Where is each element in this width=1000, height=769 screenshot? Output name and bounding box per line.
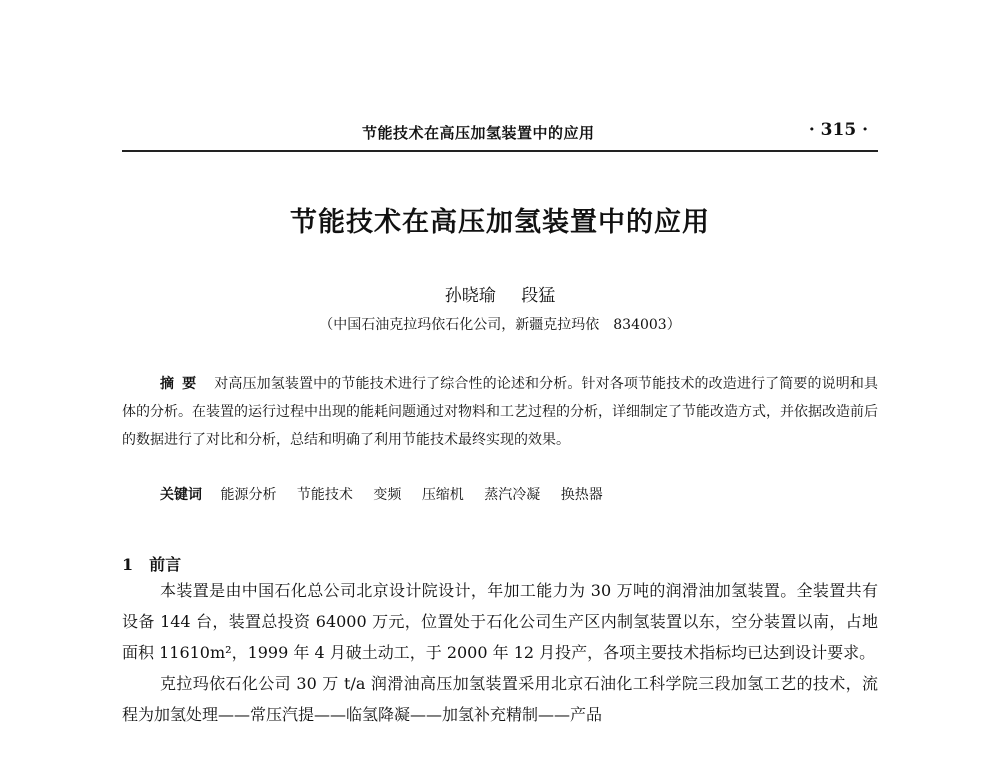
header-rule [122,150,878,152]
abstract-label: 摘要 [160,376,205,392]
abstract [122,370,878,454]
section-body [122,575,878,730]
paragraph: 克拉玛依石化公司 30 万 t/a 润滑油高压加氢装置采用北京石油化工科学院三段加氢工艺的技术，流程为加氢处理——常压汽提——临氢降凝——加氢补充精制——产品 [122,674,878,724]
keyword: 压缩机 [421,487,464,503]
running-header [122,118,878,146]
keywords-label: 关键词 [160,487,202,503]
section-heading [122,552,181,575]
section-number: 1 [122,555,134,574]
page-number: · 315 · [808,120,868,140]
keyword: 能源分析 [220,487,277,503]
keyword: 变频 [373,487,402,503]
keyword: 节能技术 [296,487,353,503]
running-title: 节能技术在高压加氢装置中的应用 [362,124,595,142]
section-title: 前言 [149,555,182,574]
keyword: 换热器 [560,487,603,503]
author-name: 孙晓瑜 [444,286,496,306]
author-name: 段猛 [521,286,556,306]
paragraph: 本装置是由中国石化总公司北京设计院设计，年加工能力为 30 万吨的润滑油加氢装置。全装置共有设备 144 台，装置总投资 64000 万元，位置处于石化公司生产区内制氢装置以东，空分装置以南，占地面积 11610m²，1999 年 4 月破土动工，于 2000 年 12 月投产，各项主要技术指标均已达到设计要求。 [122,581,878,662]
paper-title: 节能技术在高压加氢装置中的应用 [290,207,710,238]
affiliation: （中国石油克拉玛依石化公司，新疆克拉玛依 834003） [319,317,681,333]
keyword: 蒸汽冷凝 [484,487,541,503]
keywords [160,484,619,504]
abstract-text: 对高压加氢装置中的节能技术进行了综合性的论述和分析。针对各项节能技术的改造进行了简要的说明和具体的分析。在装置的运行过程中出现的能耗问题通过对物料和工艺过程的分析，详细制定了节能改造方式，并依据改造前后的数据进行了对比和分析，总结和明确了利用节能技术最终实现的效果。 [122,376,878,448]
authors [0,281,1000,306]
